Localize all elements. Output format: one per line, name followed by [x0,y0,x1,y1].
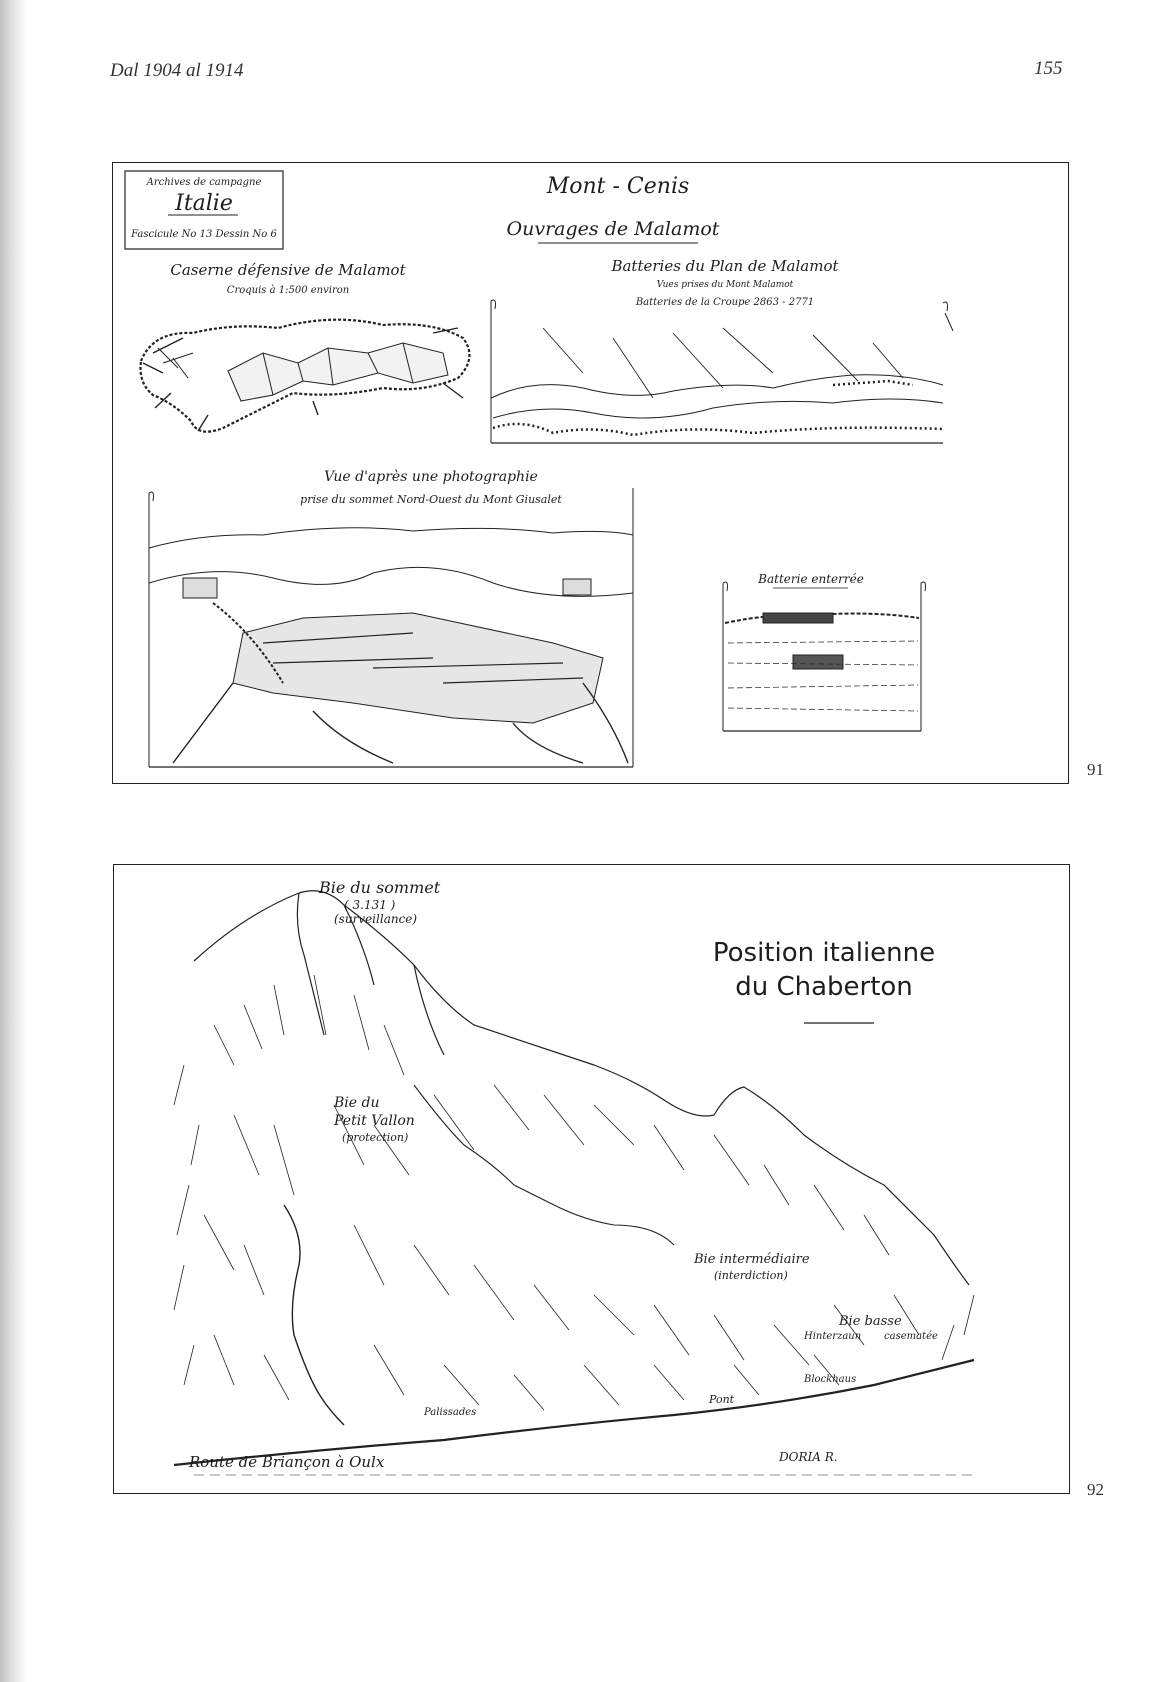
label-intermediaire: Bie intermédiaire [694,1252,810,1267]
archive-line3: Fascicule No 13 Dessin No 6 [131,229,277,240]
chaberton-title-line1: Position italienne [712,938,936,968]
label-palissades: Palissades [424,1407,477,1418]
enterrees-title: Batterie enterrée [758,572,864,586]
label-petit-vallon-1: Bie du [334,1095,380,1111]
figure-number-92: 92 [1087,1480,1104,1499]
label-sommet: Bie du sommet [319,878,441,897]
label-pont: Pont [709,1393,735,1406]
page-number: 155 [1034,58,1063,79]
label-sommet-role: (surveillance) [334,912,418,926]
chaberton-drawing [114,865,1069,1493]
label-doria: DORIA R. [779,1450,838,1464]
archive-line2: Italie [175,191,233,216]
batteries-title: Batteries du Plan de Malamot [611,257,839,275]
photo-caption-line1: Vue d'après une photographie [324,469,538,485]
book-spine-shadow [0,0,26,1682]
label-basse: Bie basse [839,1314,902,1329]
label-casematee: casematée [884,1331,938,1342]
plate-chaberton [113,864,1070,1494]
batteries-note1: Vues prises du Mont Malamot [656,280,794,290]
batterie-enterree-sketch [723,582,926,731]
running-title: Dal 1904 al 1914 [110,60,244,81]
chaberton-title-line2: du Chaberton [735,972,913,1002]
batteries-panorama-sketch [491,300,953,443]
plate-title: Mont - Cenis [546,174,690,199]
batteries-note2: Batteries de la Croupe 2863 - 2771 [635,297,815,308]
archive-line1: Archives de campagne [146,177,262,188]
label-petit-vallon-role: (protection) [342,1131,409,1144]
label-sommet-alt: ( 3.131 ) [344,898,396,912]
caserne-panorama-sketch [149,488,633,767]
label-petit-vallon-2: Petit Vallon [334,1113,415,1129]
caserne-title: Caserne défensive de Malamot [170,261,406,279]
malamot-drawing [113,163,1068,783]
label-intermediaire-role: (interdiction) [714,1269,788,1282]
caserne-note: Croquis à 1:500 environ [226,285,350,296]
plate-subtitle: Ouvrages de Malamot [506,218,720,240]
figure-number-91: 91 [1087,760,1104,779]
label-hinterzaun: Hinterzaun [804,1331,862,1342]
label-route: Route de Briançon à Oulx [189,1453,385,1471]
plate-malamot [112,162,1069,784]
photo-caption-line2: prise du sommet Nord-Ouest du Mont Giusalet [300,493,562,506]
label-blockhaus: Blockhaus [804,1374,857,1385]
caserne-plan-sketch [141,320,470,432]
